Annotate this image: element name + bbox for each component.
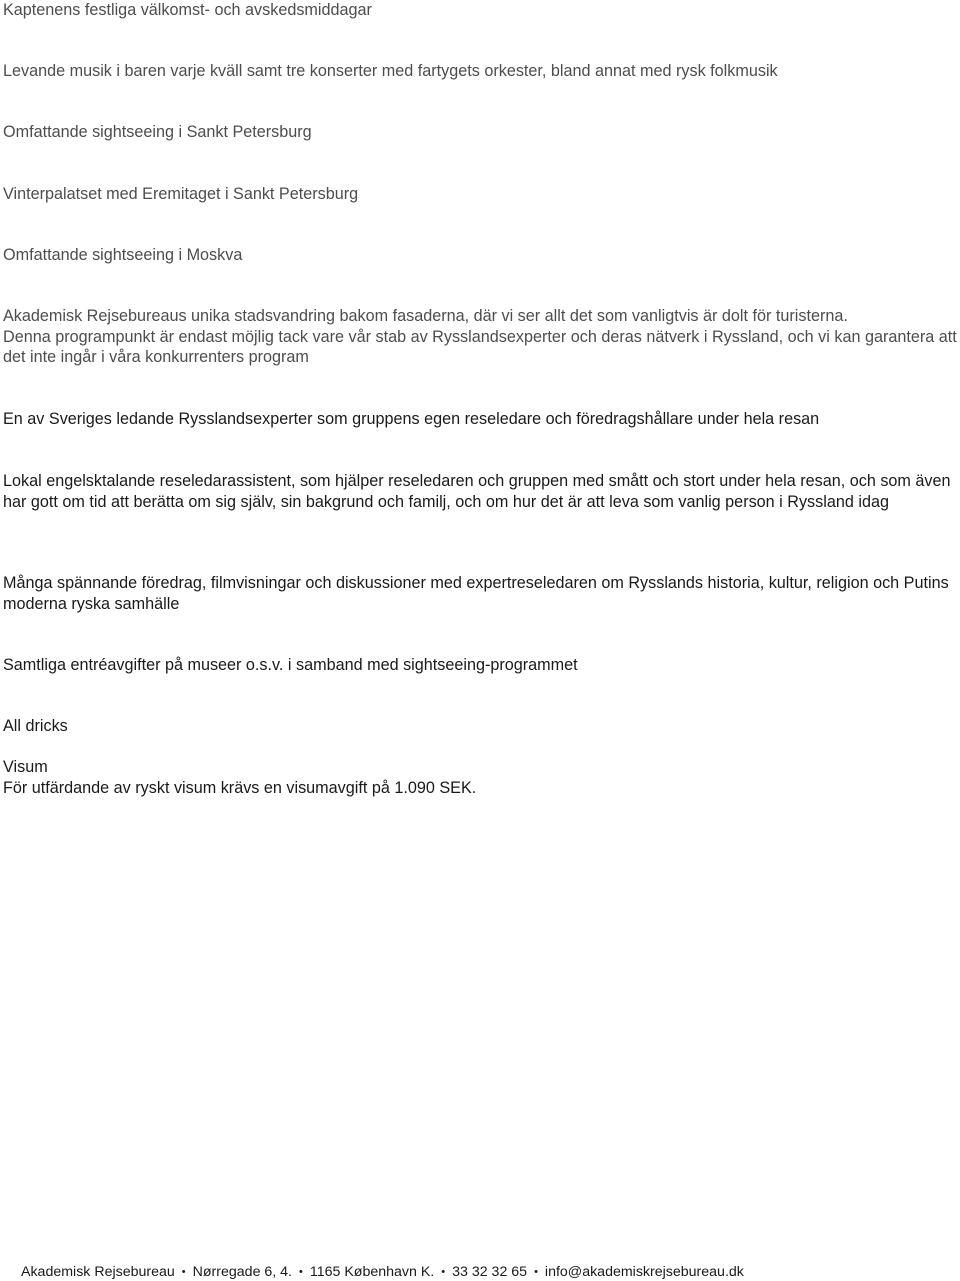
footer-email: info@akademiskrejsebureau.dk bbox=[544, 1264, 744, 1280]
item-local-assistant: Lokal engelsktalande reseledarassistent, som hjälper reseledaren och gruppen med smått och stort under hela resan, och som även har gott om tid att berätta om sig själv, sin bakgrund och familj, och om hur det är att leva som vanlig person i Ryssland idag bbox=[3, 472, 951, 511]
bullet-separator-icon: • bbox=[181, 1266, 186, 1278]
item-winter-palace: Vinterpalatset med Eremitaget i Sankt Petersburg bbox=[3, 185, 359, 203]
item-tips: All dricks bbox=[3, 717, 68, 735]
bullet-separator-icon: • bbox=[299, 1266, 303, 1278]
item-sightseeing-moscow: Omfattande sightseeing i Moskva bbox=[3, 246, 243, 264]
city-walk-intro: Akademisk Rejsebureaus unika stadsvandring bakom fasaderna, där vi ser allt det som vanligtvis är dolt för turisterna. bbox=[3, 307, 848, 325]
footer-city: 1165 København K. bbox=[309, 1264, 435, 1280]
footer-company: Akademisk Rejsebureau bbox=[21, 1264, 175, 1280]
footer-phone: 33 32 32 65 bbox=[452, 1264, 528, 1280]
bullet-separator-icon: • bbox=[534, 1266, 538, 1278]
item-sightseeing-petersburg: Omfattande sightseeing i Sankt Petersburg bbox=[3, 123, 312, 141]
item-lectures: Många spännande föredrag, filmvisningar och diskussioner med expertreseledaren om Rysslands historia, kultur, religion och Putins moderna ryska samhälle bbox=[3, 574, 949, 613]
visa-section bbox=[3, 757, 958, 798]
visa-text: För utfärdande av ryskt visum krävs en visumavgift på 1.090 SEK. bbox=[3, 778, 477, 797]
bullet-separator-icon: • bbox=[441, 1266, 446, 1278]
footer bbox=[21, 1263, 744, 1281]
item-city-walk bbox=[3, 306, 958, 368]
item-welcome-dinners: Kaptenens festliga välkomst- och avskedsmiddagar bbox=[3, 1, 372, 19]
city-walk-detail: Denna programpunkt är endast möjlig tack vare vår stab av Rysslandsexperter och deras nätverk i Ryssland, och vi kan garantera att det inte ingår i våra konkurrenters program bbox=[3, 327, 957, 366]
footer-address: Nørregade 6, 4. bbox=[192, 1264, 293, 1280]
item-live-music: Levande musik i baren varje kväll samt tre konserter med fartygets orkester, bland annat med rysk folkmusik bbox=[3, 62, 778, 80]
visa-title: Visum bbox=[3, 758, 48, 776]
item-entrance-fees: Samtliga entréavgifter på museer o.s.v. i samband med sightseeing-programmet bbox=[3, 656, 578, 674]
item-russia-expert: En av Sveriges ledande Rysslandsexperter som gruppens egen reseledare och föredragshållare under hela resan bbox=[3, 410, 820, 428]
